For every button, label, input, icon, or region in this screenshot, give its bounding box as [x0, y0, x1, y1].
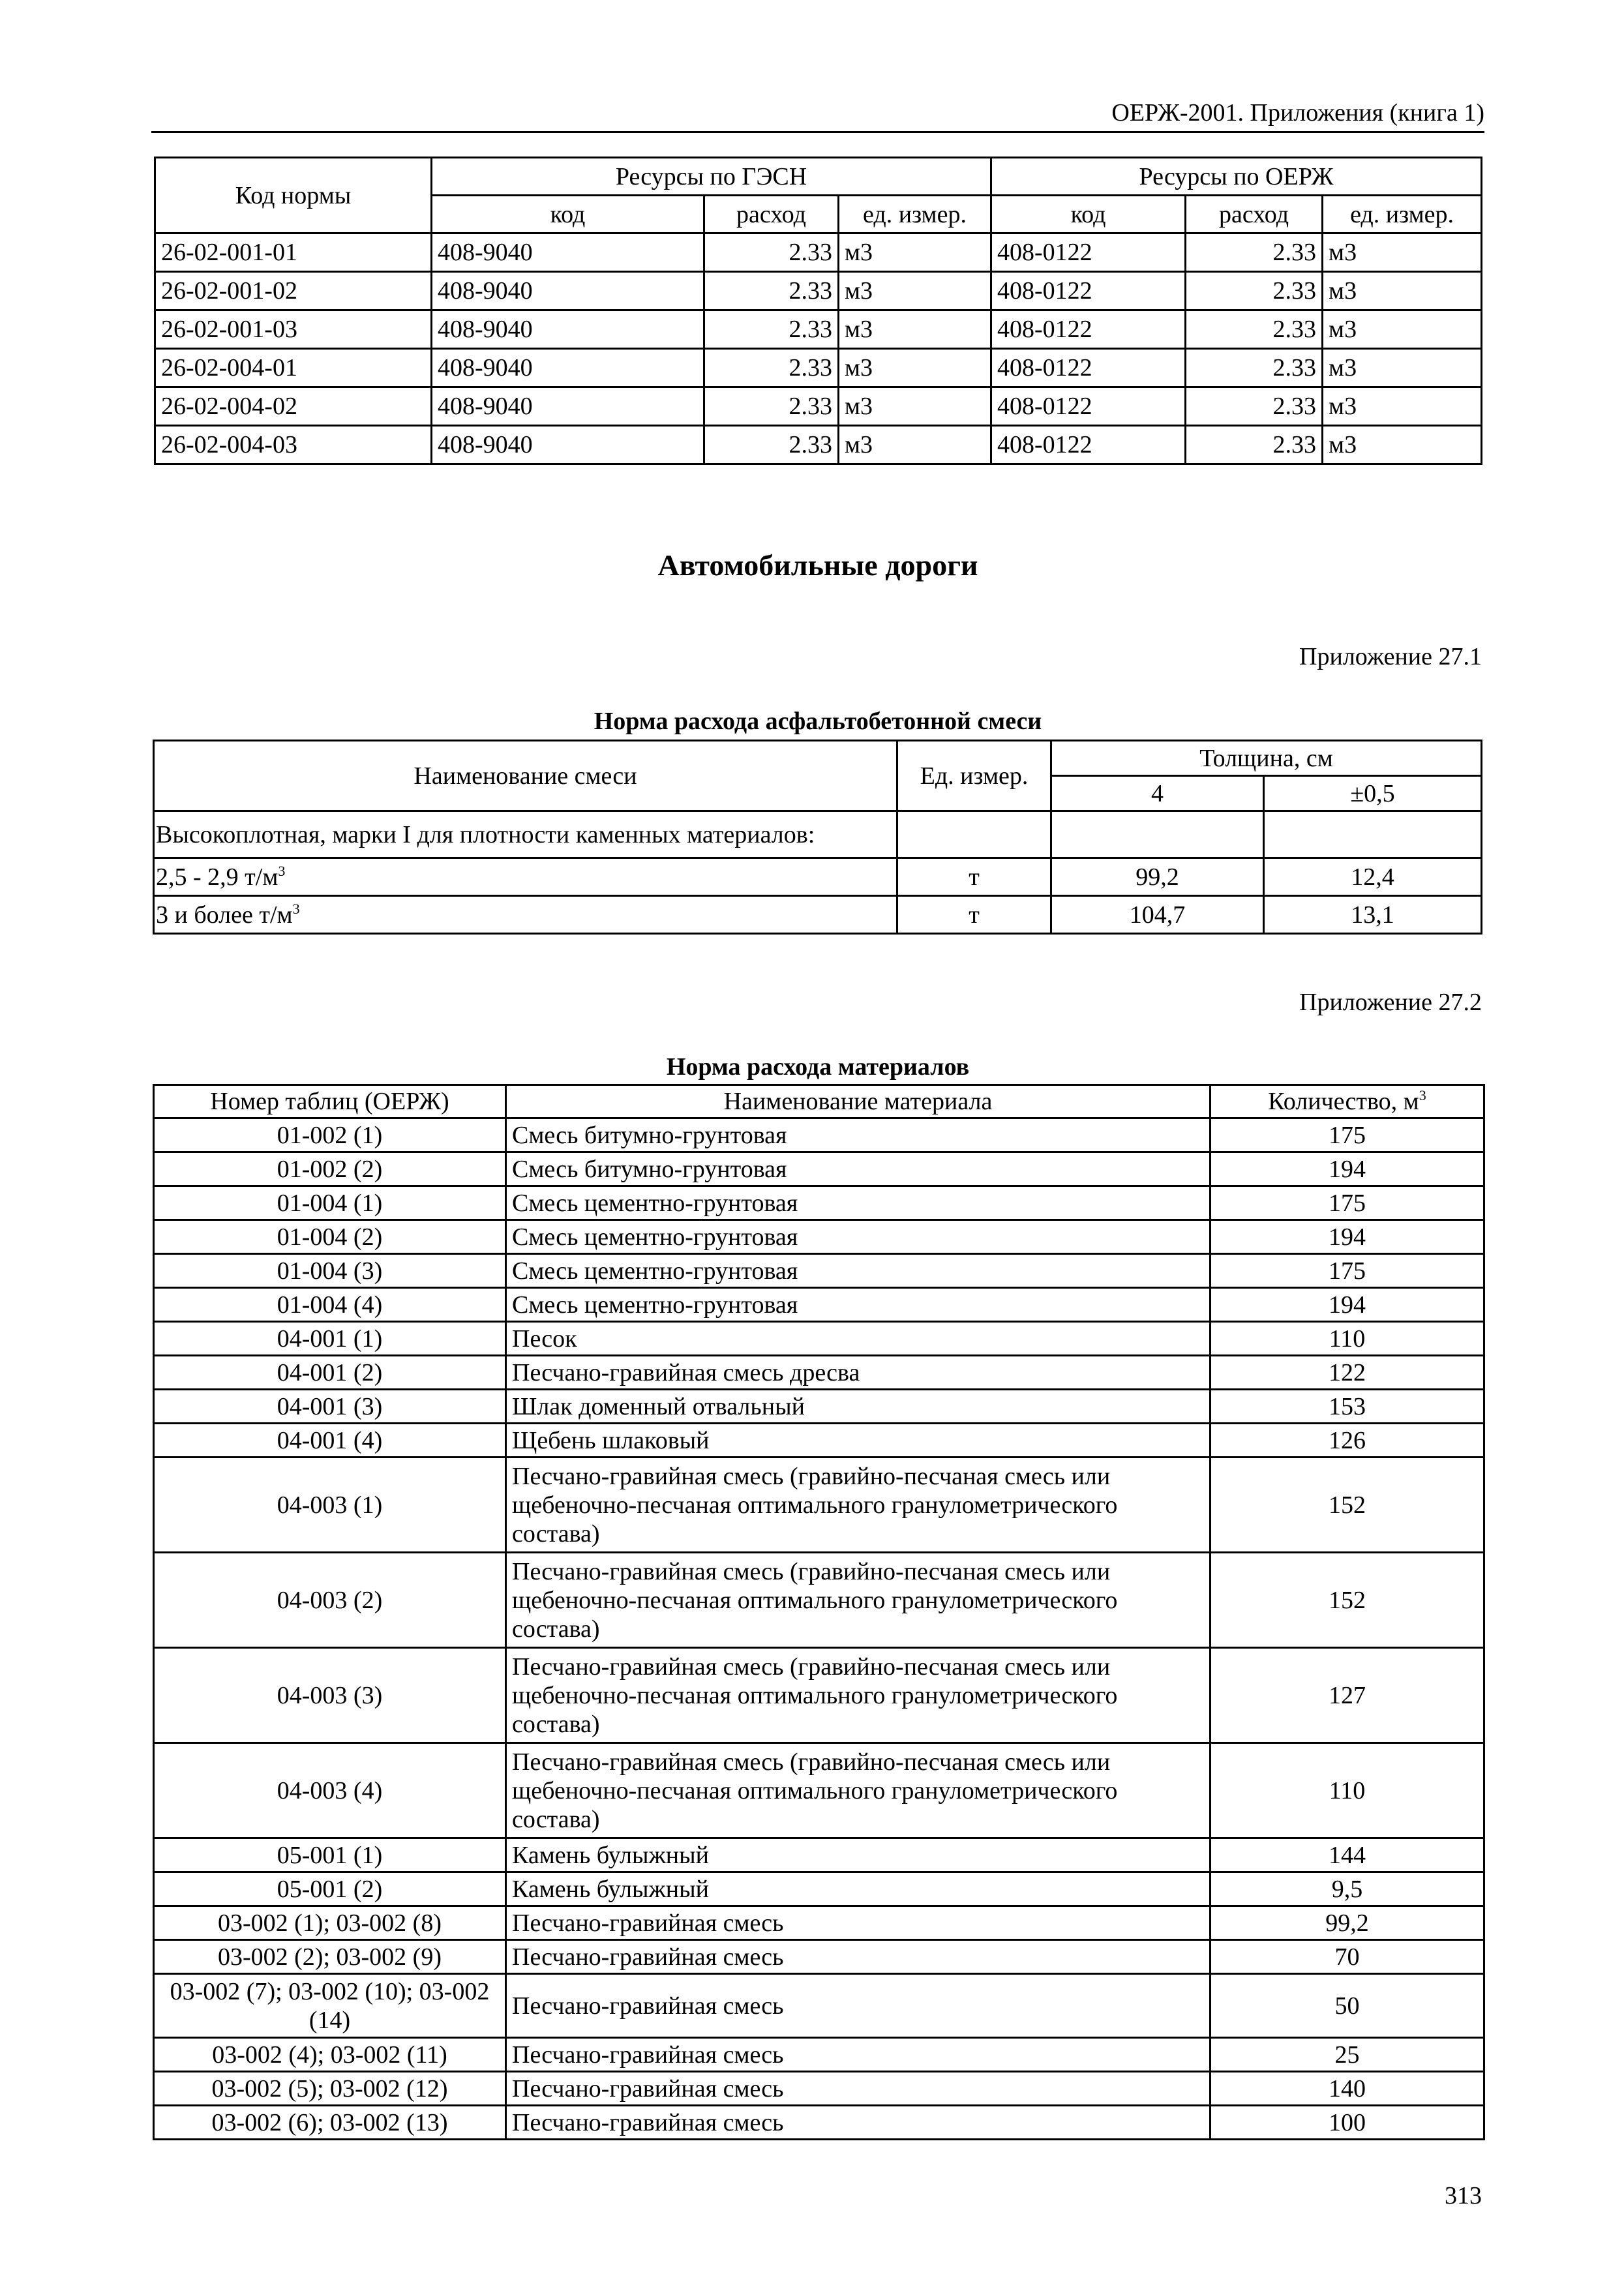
- gesn-unit: м3: [839, 349, 991, 387]
- quantity: 100: [1210, 2106, 1484, 2140]
- quantity: 194: [1210, 1152, 1484, 1186]
- table-number: 01-004 (2): [154, 1220, 506, 1254]
- oerzh-unit: м3: [1323, 310, 1482, 349]
- table-row: [154, 811, 1482, 858]
- table-row: [154, 1553, 1484, 1648]
- quantity: 126: [1210, 1424, 1484, 1458]
- material-name: Смесь цементно-грунтовая: [506, 1288, 1210, 1322]
- gesn-rate: 2.33: [704, 349, 839, 387]
- table-row: [154, 1648, 1484, 1743]
- material-name: Щебень шлаковый: [506, 1424, 1210, 1458]
- oerzh-rate: 2.33: [1186, 272, 1323, 310]
- table-row: [154, 2038, 1484, 2072]
- oerzh-unit: м3: [1323, 426, 1482, 464]
- material-name: Песчано-гравийная смесь дресва: [506, 1356, 1210, 1390]
- material-name: Песчано-гравийная смесь: [506, 1906, 1210, 1940]
- col-header-quantity: Количество, $м^3$: [1210, 1085, 1484, 1118]
- table-row: [154, 1322, 1484, 1356]
- oerzh-unit: м3: [1323, 272, 1482, 310]
- sub-header-unit: ед. измер.: [839, 196, 991, 233]
- oerzh-unit: м3: [1323, 349, 1482, 387]
- appendix-label: Приложение 27.1: [1299, 643, 1482, 670]
- table-number: 04-001 (1): [154, 1322, 506, 1356]
- table-number: 01-002 (2): [154, 1152, 506, 1186]
- material-name: Камень булыжный: [506, 1838, 1210, 1872]
- table-row: [154, 858, 1482, 896]
- material-name: Песчано-гравийная смесь: [506, 2038, 1210, 2072]
- table-number: 01-004 (4): [154, 1288, 506, 1322]
- oerzh-code: 408-0122: [991, 349, 1186, 387]
- col-header-table-number: Номер таблиц (ОЕРЖ): [154, 1085, 506, 1118]
- gesn-unit: м3: [839, 387, 991, 426]
- section-title: Автомобильные дороги: [657, 548, 978, 582]
- sub-header-4: 4: [1051, 776, 1264, 811]
- oerzh-rate: 2.33: [1186, 310, 1323, 349]
- quantity: 175: [1210, 1186, 1484, 1220]
- quantity: 70: [1210, 1940, 1484, 1974]
- empty-cell: [897, 811, 1051, 858]
- material-name: Песчано-гравийная смесь: [506, 1940, 1210, 1974]
- col-header-unit: Ед. измер.: [897, 741, 1051, 811]
- col-header-material: Наименование материала: [506, 1085, 1210, 1118]
- table-number: 04-003 (4): [154, 1743, 506, 1838]
- gesn-rate: 2.33: [704, 426, 839, 464]
- table-number: 03-002 (7); 03-002 (10); 03-002 (14): [154, 1974, 506, 2038]
- oerzh-unit: м3: [1323, 233, 1482, 272]
- material-name: Песчано-гравийная смесь: [506, 2106, 1210, 2140]
- gesn-unit: м3: [839, 233, 991, 272]
- table-row: [155, 233, 1482, 272]
- table-row: [154, 2106, 1484, 2140]
- appendix-label: Приложение 27.2: [1299, 989, 1482, 1016]
- table-number: 03-002 (2); 03-002 (9): [154, 1940, 506, 1974]
- quantity: 194: [1210, 1220, 1484, 1254]
- group-row-label: Высокоплотная, марки I для плотности каменных материалов:: [154, 811, 897, 858]
- table-row: [154, 1118, 1484, 1152]
- material-name: Песок: [506, 1322, 1210, 1356]
- table-number: 04-001 (4): [154, 1424, 506, 1458]
- table-number: 03-002 (5); 03-002 (12): [154, 2072, 506, 2106]
- quantity: 50: [1210, 1974, 1484, 2038]
- gesn-code: 408-9040: [432, 426, 704, 464]
- quantity: 175: [1210, 1118, 1484, 1152]
- table-caption: Норма расхода асфальтобетонной смеси: [594, 708, 1042, 735]
- material-name: Смесь битумно-грунтовая: [506, 1118, 1210, 1152]
- sub-header-code: код: [432, 196, 704, 233]
- norm-code: 26-02-001-03: [155, 310, 432, 349]
- material-name: Смесь цементно-грунтовая: [506, 1186, 1210, 1220]
- table-row: [154, 2072, 1484, 2106]
- table-row: [154, 1974, 1484, 2038]
- empty-cell: [1051, 811, 1264, 858]
- sub-header-rate: расход: [1186, 196, 1323, 233]
- running-head: [151, 97, 1484, 133]
- quantity: 144: [1210, 1838, 1484, 1872]
- quantity: 110: [1210, 1743, 1484, 1838]
- table-row: [154, 1288, 1484, 1322]
- table-number: 04-003 (2): [154, 1553, 506, 1648]
- table-number: 04-001 (2): [154, 1356, 506, 1390]
- gesn-rate: 2.33: [704, 272, 839, 310]
- table-row: [154, 1424, 1484, 1458]
- materials-table: [153, 1084, 1485, 2140]
- table-number: 05-001 (1): [154, 1838, 506, 1872]
- norm-code: 26-02-001-02: [155, 272, 432, 310]
- col-group-gesn: Ресурсы по ГЭСН: [432, 158, 991, 196]
- table-number: 05-001 (2): [154, 1872, 506, 1906]
- table-number: 04-001 (3): [154, 1390, 506, 1424]
- sub-header-code: код: [991, 196, 1186, 233]
- table-row: [155, 272, 1482, 310]
- oerzh-rate: 2.33: [1186, 387, 1323, 426]
- norm-code: 26-02-001-01: [155, 233, 432, 272]
- table-row: [154, 1152, 1484, 1186]
- material-name: Песчано-гравийная смесь: [506, 2072, 1210, 2106]
- quantity: 140: [1210, 2072, 1484, 2106]
- quantity: 153: [1210, 1390, 1484, 1424]
- quantity: 152: [1210, 1553, 1484, 1648]
- gesn-unit: м3: [839, 426, 991, 464]
- table-number: 01-002 (1): [154, 1118, 506, 1152]
- table-number: 03-002 (6); 03-002 (13): [154, 2106, 506, 2140]
- oerzh-code: 408-0122: [991, 233, 1186, 272]
- gesn-code: 408-9040: [432, 310, 704, 349]
- value-pm: 12,4: [1264, 858, 1482, 896]
- page-number: 313: [1445, 2182, 1482, 2209]
- gesn-code: 408-9040: [432, 349, 704, 387]
- table-row: [154, 896, 1482, 934]
- oerzh-rate: 2.33: [1186, 233, 1323, 272]
- oerzh-code: 408-0122: [991, 272, 1186, 310]
- table-number: 03-002 (4); 03-002 (11): [154, 2038, 506, 2072]
- table-row: [154, 1254, 1484, 1288]
- material-name: Смесь битумно-грунтовая: [506, 1152, 1210, 1186]
- running-title: ОЕРЖ-2001. Приложения (книга 1): [1111, 99, 1484, 127]
- sub-header-pm: ±0,5: [1264, 776, 1482, 811]
- col-header-thickness: Толщина, см: [1051, 741, 1482, 776]
- material-name: Песчано-гравийная смесь (гравийно-песчаная смесь или щебеночно-песчаная оптимального гранулометрического состава): [506, 1648, 1210, 1743]
- quantity: 194: [1210, 1288, 1484, 1322]
- empty-cell: [1264, 811, 1482, 858]
- quantity: 152: [1210, 1458, 1484, 1553]
- table-row: [154, 1390, 1484, 1424]
- quantity: 25: [1210, 2038, 1484, 2072]
- mix-unit: т: [897, 858, 1051, 896]
- table-row: [154, 1906, 1484, 1940]
- table-row: [155, 426, 1482, 464]
- gesn-code: 408-9040: [432, 387, 704, 426]
- table-row: [154, 1872, 1484, 1906]
- oerzh-code: 408-0122: [991, 310, 1186, 349]
- table-caption: Норма расхода материалов: [666, 1053, 970, 1081]
- norm-code: 26-02-004-01: [155, 349, 432, 387]
- value-4: 104,7: [1051, 896, 1264, 934]
- material-name: Песчано-гравийная смесь (гравийно-песчаная смесь или щебеночно-песчаная оптимального гранулометрического состава): [506, 1553, 1210, 1648]
- oerzh-rate: 2.33: [1186, 426, 1323, 464]
- gesn-rate: 2.33: [704, 233, 839, 272]
- sub-header-unit: ед. измер.: [1323, 196, 1482, 233]
- col-header-norm-code: Код нормы: [155, 158, 432, 233]
- gesn-unit: м3: [839, 310, 991, 349]
- gesn-unit: м3: [839, 272, 991, 310]
- table-number: 01-004 (1): [154, 1186, 506, 1220]
- quantity: 110: [1210, 1322, 1484, 1356]
- norm-code: 26-02-004-03: [155, 426, 432, 464]
- gesn-rate: 2.33: [704, 310, 839, 349]
- table-number: 01-004 (3): [154, 1254, 506, 1288]
- table-number: 04-003 (3): [154, 1648, 506, 1743]
- oerzh-unit: м3: [1323, 387, 1482, 426]
- quantity: 127: [1210, 1648, 1484, 1743]
- asphalt-table: [153, 740, 1482, 935]
- material-name: Смесь цементно-грунтовая: [506, 1220, 1210, 1254]
- table-number: 03-002 (1); 03-002 (8): [154, 1906, 506, 1940]
- table-row: [154, 1186, 1484, 1220]
- oerzh-code: 408-0122: [991, 426, 1186, 464]
- material-name: Шлак доменный отвальный: [506, 1390, 1210, 1424]
- norm-code: 26-02-004-02: [155, 387, 432, 426]
- material-name: Смесь цементно-грунтовая: [506, 1254, 1210, 1288]
- sub-header-rate: расход: [704, 196, 839, 233]
- gesn-code: 408-9040: [432, 272, 704, 310]
- material-name: Песчано-гравийная смесь (гравийно-песчаная смесь или щебеночно-песчаная оптимального гранулометрического состава): [506, 1458, 1210, 1553]
- col-group-oerzh: Ресурсы по ОЕРЖ: [991, 158, 1482, 196]
- gesn-code: 408-9040: [432, 233, 704, 272]
- oerzh-rate: 2.33: [1186, 349, 1323, 387]
- oerzh-code: 408-0122: [991, 387, 1186, 426]
- quantity: 9,5: [1210, 1872, 1484, 1906]
- table-row: [154, 1220, 1484, 1254]
- table-row: [155, 310, 1482, 349]
- value-4: 99,2: [1051, 858, 1264, 896]
- value-pm: 13,1: [1264, 896, 1482, 934]
- resources-table: [154, 157, 1482, 465]
- mix-name: 2,5 - 2,9 $т/м^3$: [154, 858, 897, 896]
- quantity: 175: [1210, 1254, 1484, 1288]
- table-row: [154, 1356, 1484, 1390]
- material-name: Песчано-гравийная смесь: [506, 1974, 1210, 2038]
- table-row: [154, 1838, 1484, 1872]
- table-row: [154, 1940, 1484, 1974]
- table-row: [155, 349, 1482, 387]
- quantity: 99,2: [1210, 1906, 1484, 1940]
- col-header-mix-name: Наименование смеси: [154, 741, 897, 811]
- material-name: Песчано-гравийная смесь (гравийно-песчаная смесь или щебеночно-песчаная оптимального гранулометрического состава): [506, 1743, 1210, 1838]
- table-row: [155, 387, 1482, 426]
- material-name: Камень булыжный: [506, 1872, 1210, 1906]
- table-number: 04-003 (1): [154, 1458, 506, 1553]
- table-row: [154, 1743, 1484, 1838]
- quantity: 122: [1210, 1356, 1484, 1390]
- mix-name: 3 и более $т/м^3$: [154, 896, 897, 934]
- gesn-rate: 2.33: [704, 387, 839, 426]
- table-row: [154, 1458, 1484, 1553]
- mix-unit: т: [897, 896, 1051, 934]
